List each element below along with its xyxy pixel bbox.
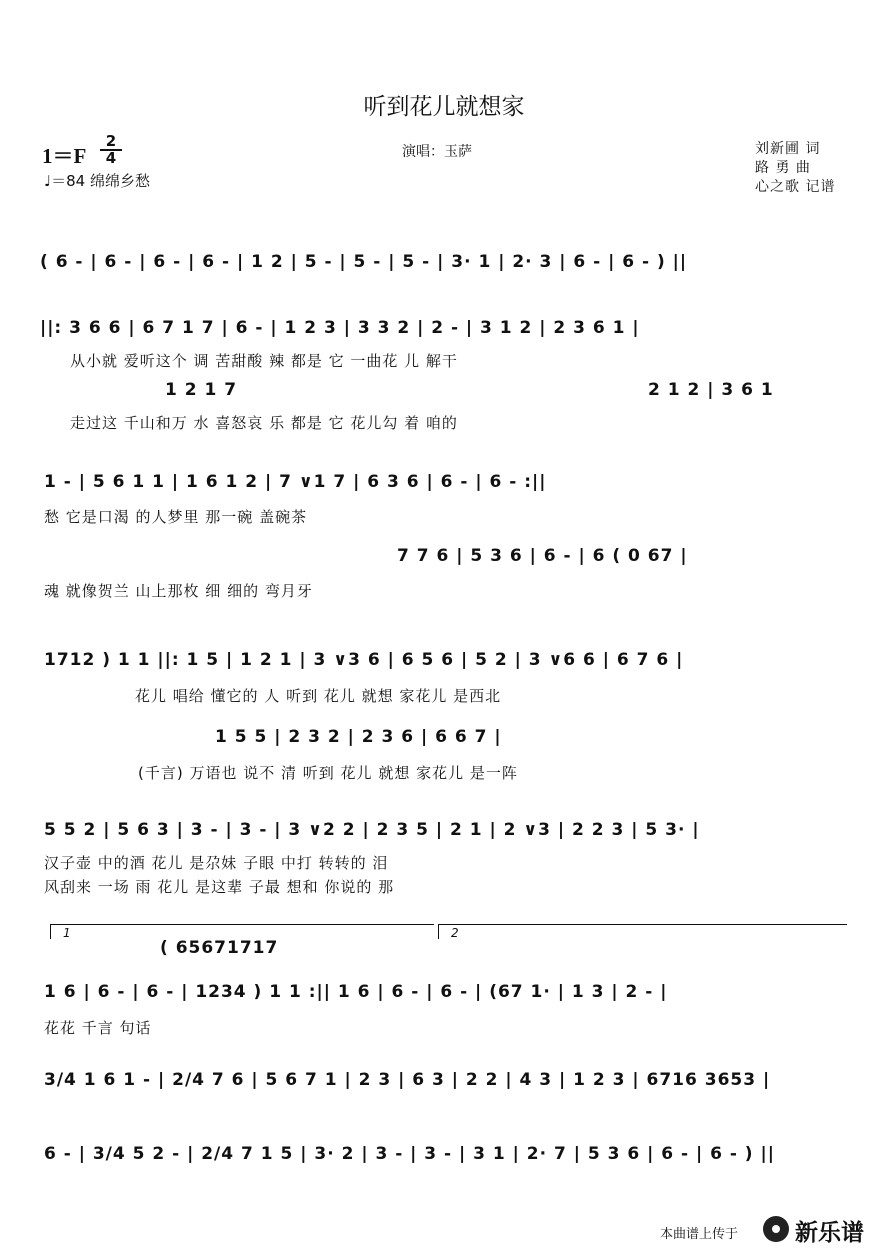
footer-upload-text: 本曲谱上传于 xyxy=(660,1227,739,1242)
score-system-2: ||: 3 6 6 | 6 7 1 7 | 6 - | 1 2 3 | 3 3 2 | 2 - | 3 1 2 | 2 3 6 1 | xyxy=(40,318,640,338)
lyrics-line-5a: 汉子壶 中的酒 花儿 是尕妹 子眼 中打 转转的 泪 xyxy=(44,854,389,872)
lyrics-line-5b: 风刮来 一场 雨 花儿 是这辈 子最 想和 你说的 那 xyxy=(44,878,395,896)
score-system-5: 5 5 2 | 5 6 3 | 3 - | 3 - | 3 ∨2 2 | 2 3 5 | 2 1 | 2 ∨3 | 2 2 3 | 5 3· | xyxy=(44,820,700,840)
volta-bracket-2 xyxy=(438,924,847,939)
score-system-3: 1 - | 5 6 1 1 | 1 6 1 2 | 7 ∨1 7 | 6 3 6 | 6 - | 6 - :|| xyxy=(44,472,547,492)
key-signature: 1＝F xyxy=(42,144,87,168)
lyrics-line-4b: (千言) 万语也 说不 清 听到 花儿 就想 家花儿 是一阵 xyxy=(138,764,518,782)
score-system-3-alt: 7 7 6 | 5 3 6 | 6 - | 6 ( 0 67 | xyxy=(397,546,688,566)
credits xyxy=(755,140,835,197)
tempo-value: ♩＝84 xyxy=(44,172,86,190)
time-signature xyxy=(100,134,122,166)
lyrics-line-4a: 花儿 唱给 懂它的 人 听到 花儿 就想 家花儿 是西北 xyxy=(135,687,502,705)
score-system-7: 3/4 1 6 1 - | 2/4 7 6 | 5 6 7 1 | 2 3 | 6 3 | 2 2 | 4 3 | 1 2 3 | 6716 3653 | xyxy=(44,1070,771,1090)
lyrics-line-2b: 走过这 千山和万 水 喜怒哀 乐 都是 它 花儿勾 着 咱的 xyxy=(70,414,458,432)
lyrics-line-3a: 愁 它是口渴 的人梦里 那一碗 盖碗茶 xyxy=(44,508,308,526)
score-system-1: ( 6 - | 6 - | 6 - | 6 - | 1 2 | 5 - | 5 - | 5 - | 3· 1 | 2· 3 | 6 - | 6 - ) || xyxy=(40,252,688,272)
vinyl-record-icon xyxy=(763,1216,789,1242)
singer-credit: 演唱：玉萨 xyxy=(402,144,472,160)
transcriber-credit: 心之歌 记谱 xyxy=(755,179,836,195)
lyricist-credit: 刘新圃 词 xyxy=(755,141,821,157)
lyrics-line-2a: 从小就 爱听这个 调 苦甜酸 辣 都是 它 一曲花 儿 解干 xyxy=(70,352,458,370)
score-system-8: 6 - | 3/4 5 2 - | 2/4 7 1 5 | 3· 2 | 3 - | 3 - | 3 1 | 2· 7 | 5 3 6 | 6 - | 6 - ) || xyxy=(44,1144,775,1164)
meter-numerator: 2 xyxy=(105,132,117,150)
score-system-2-alt-right: 2 1 2 | 3 6 1 xyxy=(648,380,774,400)
lyrics-line-6: 花花 千言 句话 xyxy=(44,1019,152,1037)
score-system-6-grace: ( 65671717 xyxy=(160,938,279,958)
page-title: 听到花儿就想家 xyxy=(363,94,525,120)
score-system-2-alt-left: 1 2 1 7 xyxy=(165,380,238,400)
composer-credit: 路 勇 曲 xyxy=(755,160,811,176)
score-system-4: 1712 ) 1 1 ||: 1 5 | 1 2 1 | 3 ∨3 6 | 6 5 6 | 5 2 | 3 ∨6 6 | 6 7 6 | xyxy=(44,650,684,670)
lyrics-line-3b: 魂 就像贺兰 山上那枚 细 细的 弯月牙 xyxy=(44,582,313,600)
meter-denominator: 4 xyxy=(100,149,122,166)
mood-text: 绵绵乡愁 xyxy=(89,172,150,190)
tempo-marking xyxy=(44,170,150,191)
volta-bracket-1 xyxy=(50,924,434,939)
score-system-6: 1 6 | 6 - | 6 - | 1234 ) 1 1 :|| 1 6 | 6 - | 6 - | (67 1· | 1 3 | 2 - | xyxy=(44,982,668,1002)
volta-label-1: 1 xyxy=(63,926,71,940)
score-system-4-alt: 1 5 5 | 2 3 2 | 2 3 6 | 6 6 7 | xyxy=(215,727,502,747)
brand-logo-text[interactable]: 新乐谱 xyxy=(795,1220,864,1246)
volta-label-2: 2 xyxy=(451,926,459,940)
